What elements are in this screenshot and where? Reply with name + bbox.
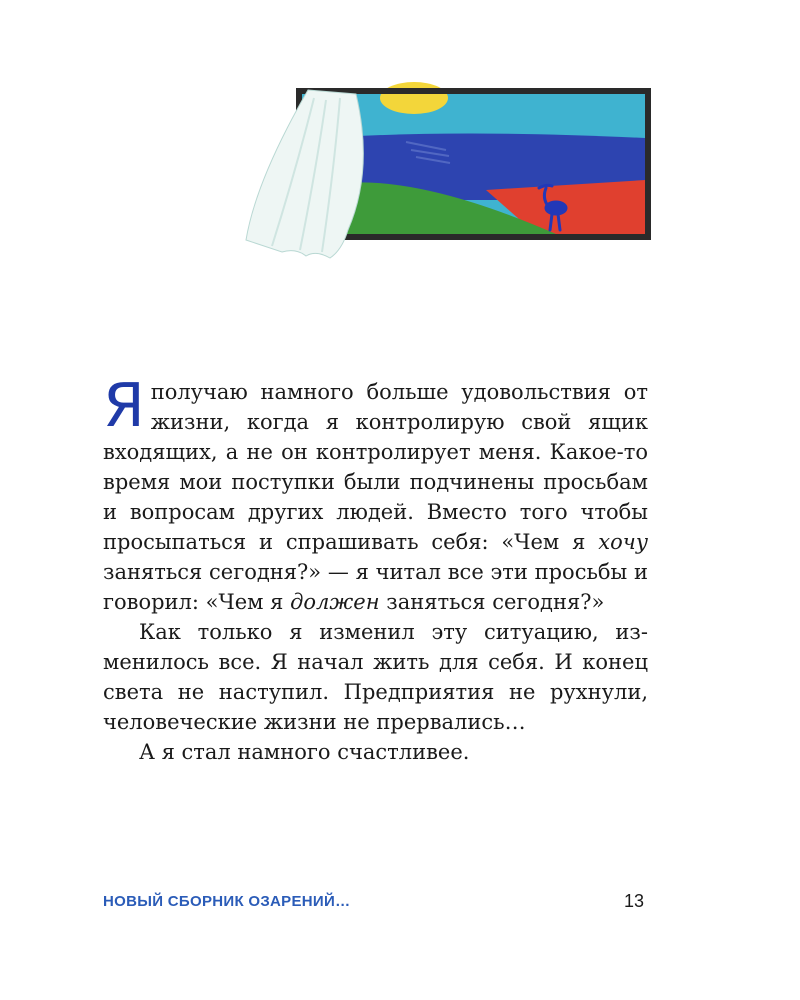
paragraph-2: Как только я изменил эту ситуацию, изменилось все. Я начал жить для себя. И конец света не наступил. Предприятия не рухнули, человеческие жизни не прервались… (103, 620, 648, 734)
paragraph-3: А я стал намного счастливее. (139, 740, 470, 764)
running-title: НОВЫЙ СБОРНИК ОЗАРЕНИЙ… (103, 893, 351, 910)
curtain (246, 90, 363, 258)
sun (380, 82, 448, 114)
page-number: 13 (623, 891, 644, 911)
paragraph-1: Я получаю намного больше удовольствия от жизни, когда я контролирую свой ящик входящих, а не он контролирует меня. Какое-то время мои поступки были подчинены просьбам и вопросам других людей. Вместо того чтобы просыпаться и спрашивать себя: «Чем я хочу заняться сегодня?» — я читал все эти просьбы и говорил: «Чем я должен заняться сегодня?» (103, 371, 648, 614)
window-seascape-illustration (236, 80, 656, 265)
main-text (103, 371, 648, 767)
drop-cap: Я (103, 371, 145, 441)
